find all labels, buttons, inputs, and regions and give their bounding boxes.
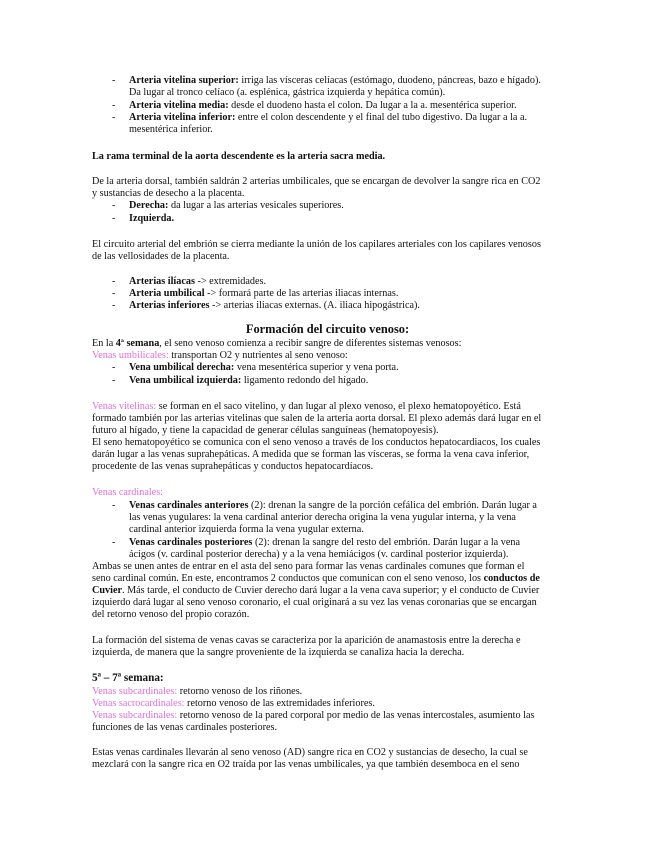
bullet-dash: - [112, 362, 116, 373]
term-text: -> formará parte de las arterias iliacas internas. [207, 288, 399, 299]
highlight-label: Venas vitelinas: [92, 401, 157, 412]
term-text: vena mesentérica superior y vena porta. [236, 362, 399, 373]
list-item-arteria-vitelina-superior [129, 75, 541, 87]
term-label: Venas cardinales posteriores [129, 537, 253, 548]
term-label: Vena umbilical izquierda: [129, 375, 242, 386]
term-text: ligamento redondo del hígado. [243, 375, 369, 386]
text-span: transportan O2 y nutrientes al seno venoso: [171, 350, 348, 361]
bullet-dash: - [112, 300, 116, 311]
term-label: Arterias ilíacas [129, 276, 195, 287]
bold-span: Cuvier [92, 585, 122, 596]
list-item-venas-cardinales-posteriores [129, 537, 520, 549]
text-line: mesentérica inferior. [129, 124, 213, 135]
term-text: -> extremidades. [197, 276, 267, 287]
term-text: irriga las vísceras celíacas (estómago, duodeno, páncreas, bazo e hígado). [241, 75, 541, 86]
text-line [92, 585, 539, 597]
list-item-vena-umbilical-izquierda [129, 375, 368, 387]
text-line: las venas yugulares: la vena cardinal anterior derecha origina la vena yugular interna, y la vena [129, 512, 516, 523]
term-label: Arteria vitelina superior: [129, 75, 239, 86]
text-span: , el seno venoso comienza a recibir sangre de diferentes sistemas venosos: [159, 338, 462, 349]
text-line: De la arteria dorsal, también saldrán 2 arterias umbilicales, que se encargan de devolver la sangre rica en CO2 [92, 176, 541, 187]
text-line [92, 573, 540, 585]
text-line: Ambas se unen antes de entrar en el asta del seno para formar las venas cardinales comunes que forman el [92, 561, 525, 572]
term-label: Venas cardinales anteriores [129, 500, 249, 511]
text-line: futuro al hígado, y tiene la capacidad de generar células sanguíneas (hematopoyesis). [92, 425, 439, 436]
term-text: entre el colon descendente y el final del tubo digestivo. Da lugar a la a. [237, 112, 528, 123]
term-label: Arterias inferiores [129, 300, 210, 311]
list-item-arterias-inferiores [129, 300, 420, 312]
bullet-dash: - [112, 75, 116, 86]
text-line: izquierda, de manera que la sangre proveniente de la izquierda se canaliza hacia la derecha. [92, 647, 465, 658]
term-label: Arteria umbilical [129, 288, 205, 299]
highlight-label: Venas cardinales: [92, 487, 163, 498]
text-span: . Más tarde, el conducto de Cuvier derecho dará lugar a la vena cava superior; y el conducto de Cuvier [122, 585, 540, 596]
bullet-dash: - [112, 288, 116, 299]
list-item-venas-cardinales-anteriores [129, 500, 537, 512]
term-text: da lugar a las arterias vesicales superiores. [170, 200, 344, 211]
text-line: de las vellosidades de la placenta. [92, 251, 230, 262]
text-line: mezclará con la sangre rica en O2 traída por las venas umbilicales, ya que también desemboca en el seno [92, 759, 520, 770]
bullet-dash: - [112, 375, 116, 386]
text-line [92, 710, 534, 722]
bullet-dash: - [112, 537, 116, 548]
list-item-arteria-umbilical [129, 288, 398, 300]
list-item-derecha [129, 200, 344, 212]
highlight-label: Venas subcardinales: [92, 710, 178, 721]
text-line: ácigos (v. cardinal posterior derecha) y a la vena hemiácigos (v. cardinal posterior izquierda). [129, 549, 509, 560]
text-line: La formación del sistema de venas cavas se caracteriza por la aparición de anamastosis entre la derecha e [92, 635, 521, 646]
term-text: (2): drenan la sangre del resto del embrión. Darán lugar a la vena [254, 537, 520, 548]
bold-span: conductos de [483, 573, 540, 584]
section-subheading: 5ª – 7ª semana: [92, 672, 164, 684]
term-text: (2): drenan la sangre de la porción cefálica del embrión. Darán lugar a [250, 500, 537, 511]
list-item-arterias-iliacas [129, 276, 266, 288]
bullet-dash: - [112, 213, 116, 224]
text-span: retorno venoso de la pared corporal por medio de las venas intercostales, asumiento las [179, 710, 535, 721]
text-line [92, 686, 302, 698]
section-heading: Formación del circuito venoso: [245, 322, 410, 336]
bold-span: 4ª semana [115, 338, 160, 349]
text-line: El circuito arterial del embrión se cierra mediante la unión de los capilares arteriales con los capilares venosos [92, 239, 541, 250]
bullet-dash: - [112, 500, 116, 511]
term-text: -> arterias iliacas externas. (A. iliaca hipogástrica). [211, 300, 420, 311]
bullet-dash: - [112, 276, 116, 287]
list-item-arteria-vitelina-inferior [129, 112, 527, 124]
list-item-izquierda: Izquierda. [129, 213, 174, 224]
text-line: Estas venas cardinales llevarán al seno venoso (AD) sangre rica en CO2 y sustancias de desecho, la cual se [92, 747, 528, 758]
text-line: Da lugar al tronco celíaco (a. esplénica, gástrica izquierda y hepática común). [129, 87, 446, 98]
bold-statement: La rama terminal de la aorta descendente es la arteria sacra media. [92, 151, 386, 162]
text-line [92, 338, 461, 350]
text-line: y sustancias de desecho a la placenta. [92, 188, 245, 199]
text-span: retorno venoso de las extremidades inferiores. [187, 698, 375, 709]
term-label: Derecha: [129, 200, 169, 211]
text-span: retorno venoso de los riñones. [179, 686, 303, 697]
text-span: se forman en el saco vitelino, y dan lugar al plexo venoso, el plexo hematopoyético. Está [158, 401, 521, 412]
bullet-dash: - [112, 100, 116, 111]
bullet-dash: - [112, 112, 116, 123]
text-line [92, 350, 348, 362]
list-item-vena-umbilical-derecha [129, 362, 399, 374]
term-label: Arteria vitelina inferior: [129, 112, 236, 123]
highlight-label: Venas subcardinales: [92, 686, 178, 697]
text-line: El seno hematopoyético se comunica con el seno venoso a través de los conductos hepatocardiacos, los cuales [92, 437, 541, 448]
text-span: En la [92, 338, 114, 349]
list-item-arteria-vitelina-media [129, 100, 517, 112]
highlight-label: Venas umbilicales: [92, 350, 169, 361]
text-line [92, 698, 375, 710]
text-line: procedente de las venas suprahepáticas y conductos hepatocardíacos. [92, 461, 374, 472]
term-label: Vena umbilical derecha: [129, 362, 235, 373]
bullet-dash: - [112, 200, 116, 211]
text-line: del retorno venoso del propio corazón. [92, 609, 250, 620]
text-line: izquierdo dará lugar al seno venoso coronario, el cual originará a su vez las venas coronarias que se encargan [92, 597, 537, 608]
term-label: Arteria vitelina media: [129, 100, 229, 111]
term-text: desde el duodeno hasta el colon. Da lugar a la a. mesentérica superior. [231, 100, 517, 111]
text-span: seno cardinal común. En este, encontramos 2 conductos que comunican con el seno venoso, los [92, 573, 482, 584]
text-line [92, 401, 521, 413]
highlight-label: Venas sacrocardinales: [92, 698, 185, 709]
text-line: formado también por las arterias vitelinas que salen de la arteria aorta dorsal. El plexo además dará lugar en el [92, 413, 542, 424]
text-line: darán lugar a las venas suprahepáticas. A medida que se forman las vísceras, se forma la vena cava inferior, [92, 449, 530, 460]
text-line: funciones de las venas cardinales posteriores. [92, 722, 278, 733]
text-line: cardinal anterior izquierda forma la vena yugular externa. [129, 524, 364, 535]
